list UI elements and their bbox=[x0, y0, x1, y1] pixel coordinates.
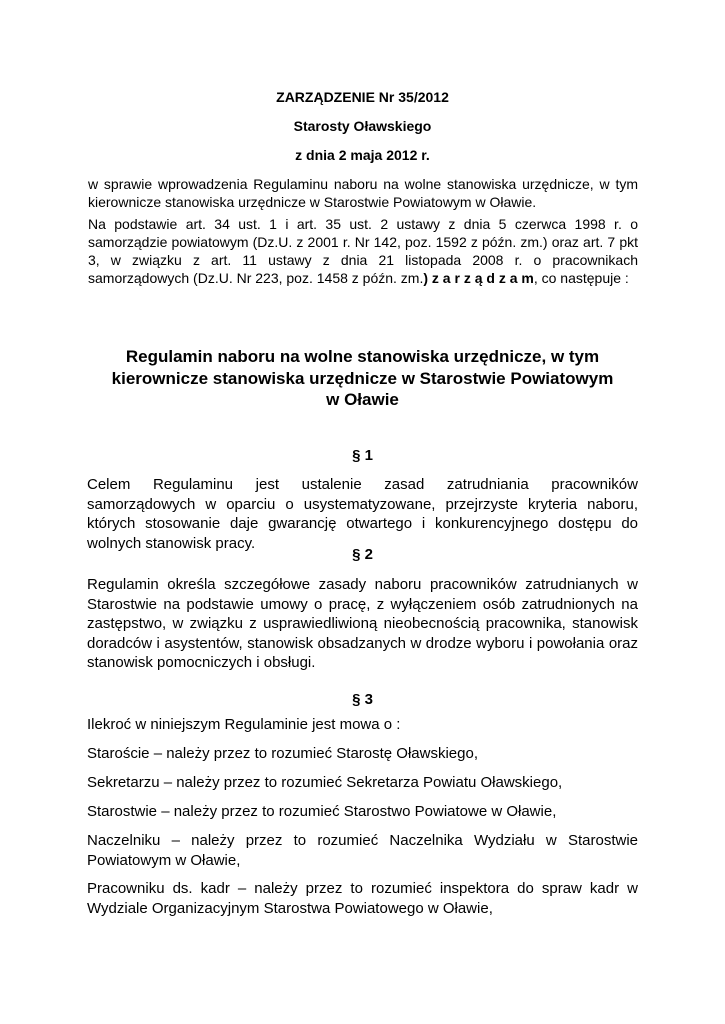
preamble bbox=[88, 215, 638, 287]
definition-item: Staroście – należy przez to rozumieć Starostę Oławskiego, bbox=[87, 745, 479, 762]
section-3-intro: Ilekroć w niniejszym Regulaminie jest mowa o : bbox=[87, 716, 401, 733]
section-2-heading: § 2 bbox=[352, 546, 373, 563]
regulation-title: Regulamin naboru na wolne stanowiska urzędnicze, w tym kierownicze stanowiska urzędnicze w Starostwie Powiatowym w Oławie bbox=[111, 347, 614, 409]
document-issuer: Starosty Oławskiego bbox=[293, 118, 432, 134]
definition-item: Naczelniku – należy przez to rozumieć Naczelnika Wydziału w Starostwie Powiatowym w Oławie, bbox=[87, 832, 638, 869]
definition-item: Pracowniku ds. kadr – należy przez to rozumieć inspektora do spraw kadr w Wydziale Organizacyjnym Starostwa Powiatowego w Oławie, bbox=[87, 880, 638, 917]
preamble-text: Na podstawie art. 34 ust. 1 i art. 35 ust. 2 ustawy z dnia 5 czerwca 1998 r. o samorządzie powiatowym (Dz.U. z 2001 r. Nr 142, poz. 1592 z późn. zm.) oraz art. 7 pkt 3, w związku z art. 11 ustawy z dnia 21 listopada 2008 r. o pracownikach samorządowych (Dz.U. Nr 223, poz. 1458 z późn. zm. bbox=[88, 216, 638, 286]
preamble-ending: , co następuje : bbox=[533, 270, 629, 286]
preamble-emphasis: ) z a r z ą d z a m bbox=[423, 270, 534, 286]
document-title: ZARZĄDZENIE Nr 35/2012 bbox=[276, 89, 449, 105]
section-3-heading: § 3 bbox=[352, 691, 373, 708]
section-2-text: Regulamin określa szczegółowe zasady naboru pracowników zatrudnianych w Starostwie na podstawie umowy o pracę, z wyłączeniem osób zatrudnionych na zastępstwo, w związku z usprawiedliwioną nieobecnością pracownika, stanowisk doradców i asystentów, stanowisk obsadzanych w drodze wyboru i powołania oraz stanowisk pomocniczych i obsługi. bbox=[87, 576, 638, 671]
document-date: z dnia 2 maja 2012 r. bbox=[295, 147, 430, 163]
definition-item: Sekretarzu – należy przez to rozumieć Sekretarza Powiatu Oławskiego, bbox=[87, 774, 563, 791]
definition-item: Starostwie – należy przez to rozumieć Starostwo Powiatowe w Oławie, bbox=[87, 803, 557, 820]
section-1-heading: § 1 bbox=[352, 447, 373, 464]
document-subject: w sprawie wprowadzenia Regulaminu naboru na wolne stanowiska urzędnicze, w tym kierownicze stanowiska urzędnicze w Starostwie Powiatowym w Oławie. bbox=[88, 176, 638, 210]
section-1-text: Celem Regulaminu jest ustalenie zasad zatrudniania pracowników samorządowych w oparciu o usystematyzowane, przejrzyste kryteria naboru, których stosowanie daje gwarancję otwartego i konkurencyjnego dostępu do wolnych stanowisk pracy. bbox=[87, 476, 638, 552]
